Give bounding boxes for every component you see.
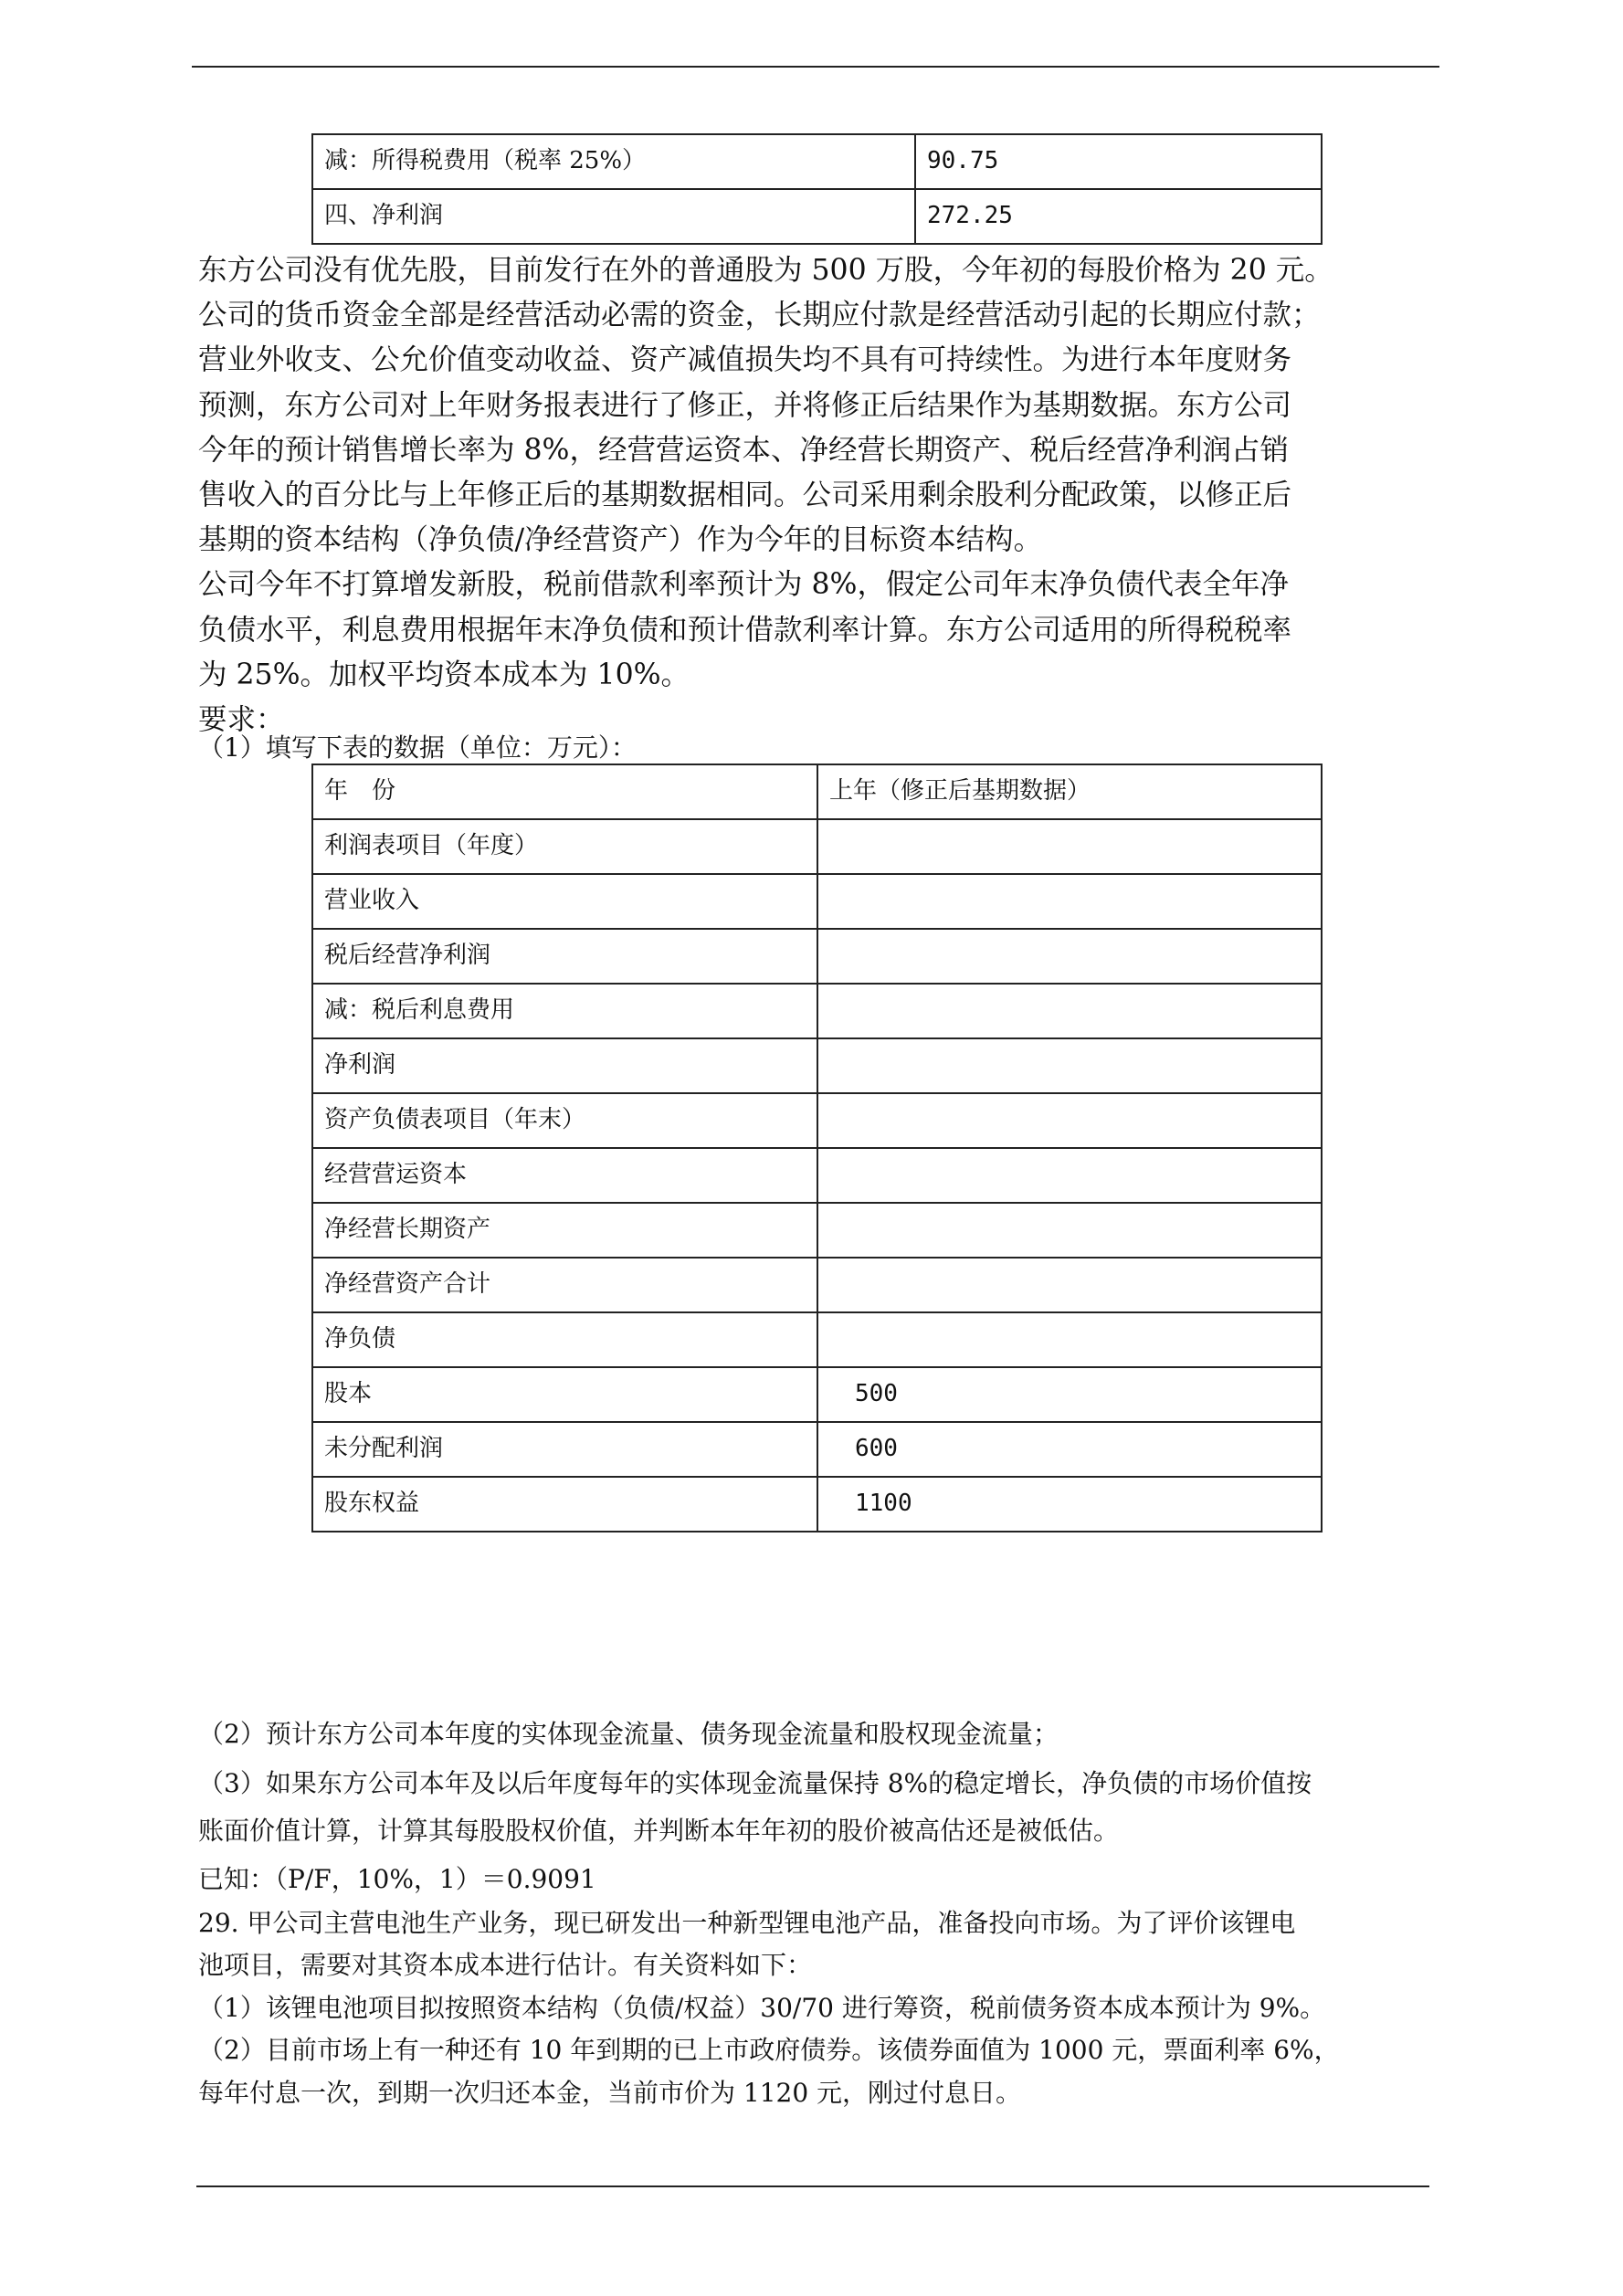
table-cell-label: 股东权益 <box>312 1477 817 1532</box>
table-cell-label: 净经营资产合计 <box>312 1258 817 1312</box>
table-cell-label: 净利润 <box>312 1038 817 1093</box>
table-cell-value: 1100 <box>817 1477 1322 1532</box>
question-1-label: （1）填写下表的数据（单位：万元）： <box>198 732 637 763</box>
table-cell-value <box>817 1203 1322 1258</box>
table-row <box>312 1422 1322 1477</box>
problem-29-line: 29. 甲公司主营电池生产业务，现已研发出一种新型锂电池产品，准备投向市场。为了评价该锂电 <box>198 1908 1296 1938</box>
table-row <box>312 1093 1322 1148</box>
table-row <box>312 819 1322 874</box>
intro-line: 公司的货币资金全部是经营活动必需的资金，长期应付款是经营活动引起的长期应付款； <box>198 299 1321 332</box>
question-3-line: 账面价值计算，计算其每股股权价值，并判断本年年初的股价被高估还是被低估。 <box>198 1816 1120 1846</box>
table-row <box>312 874 1322 929</box>
table-row <box>312 1038 1322 1093</box>
problem-29-line: 池项目，需要对其资本成本进行估计。有关资料如下： <box>198 1950 813 1980</box>
table-row <box>312 1258 1322 1312</box>
table-cell-label: 利润表项目（年度） <box>312 819 817 874</box>
table-cell-value <box>817 1258 1322 1312</box>
problem-29-item-2-line: 每年付息一次，到期一次归还本金，当前市价为 1120 元，刚过付息日。 <box>198 2078 1022 2108</box>
problem-29-item-2-line: （2）目前市场上有一种还有 10 年到期的已上市政府债券。该债券面值为 1000 元，票面利率 6%， <box>198 2035 1340 2065</box>
footer-rule <box>196 2185 1429 2187</box>
table-header-base-period: 上年（修正后基期数据） <box>817 764 1322 819</box>
table-cell-label: 营业收入 <box>312 874 817 929</box>
table-cell-label: 净负债 <box>312 1312 817 1367</box>
table-cell-value <box>817 1148 1322 1203</box>
intro-line: 预测，东方公司对上年财务报表进行了修正，并将修正后结果作为基期数据。东方公司 <box>198 388 1292 422</box>
table-cell-value: 90.75 <box>915 134 1322 189</box>
intro-line: 东方公司没有优先股，目前发行在外的普通股为 500 万股，今年初的每股价格为 20 元。 <box>198 254 1333 287</box>
table-cell-label: 减：税后利息费用 <box>312 984 817 1038</box>
header-rule <box>192 66 1439 68</box>
intro-line: 基期的资本结构（净负债/净经营资产）作为今年的目标资本结构。 <box>198 523 1043 557</box>
table-row <box>312 1148 1322 1203</box>
table-cell-label: 经营营运资本 <box>312 1148 817 1203</box>
problem-29-item-1: （1）该锂电池项目拟按照资本结构（负债/权益）30/70 进行筹资，税前债务资本成本预计为 9%。 <box>198 1993 1326 2023</box>
table-cell-label: 减：所得税费用（税率 25%） <box>312 134 915 189</box>
table-row <box>312 984 1322 1038</box>
table-cell-label: 资产负债表项目（年末） <box>312 1093 817 1148</box>
table-cell-value: 500 <box>817 1367 1322 1422</box>
table-cell-label: 四、净利润 <box>312 189 915 244</box>
table-cell-value <box>817 819 1322 874</box>
income-statement-tail-table <box>311 133 1323 245</box>
table-cell-value: 272.25 <box>915 189 1322 244</box>
table-cell-label: 股本 <box>312 1367 817 1422</box>
question-2: （2）预计东方公司本年度的实体现金流量、债务现金流量和股权现金流量； <box>198 1719 1059 1749</box>
base-period-data-table <box>311 764 1323 1532</box>
table-cell-value: 600 <box>817 1422 1322 1477</box>
intro-line: 负债水平，利息费用根据年末净负债和预计借款利率计算。东方公司适用的所得税税率 <box>198 613 1292 647</box>
table-row <box>312 134 1322 189</box>
known-factor: 已知：（P/F，10%，1）＝0.9091 <box>198 1864 596 1894</box>
intro-line: 要求： <box>198 703 285 737</box>
table-cell-value <box>817 1093 1322 1148</box>
table-row <box>312 189 1322 244</box>
question-3-line: （3）如果东方公司本年及以后年度每年的实体现金流量保持 8%的稳定增长，净负债的市场价值按 <box>198 1768 1312 1798</box>
intro-line: 为 25%。加权平均资本成本为 10%。 <box>198 658 690 691</box>
table-row <box>312 1312 1322 1367</box>
table-row <box>312 1203 1322 1258</box>
table-cell-label: 净经营长期资产 <box>312 1203 817 1258</box>
table-row <box>312 1477 1322 1532</box>
table-row <box>312 929 1322 984</box>
intro-line: 售收入的百分比与上年修正后的基期数据相同。公司采用剩余股利分配政策，以修正后 <box>198 479 1292 512</box>
table-cell-value <box>817 874 1322 929</box>
table-header-row <box>312 764 1322 819</box>
intro-line: 公司今年不打算增发新股，税前借款利率预计为 8%，假定公司年末净负债代表全年净 <box>198 568 1289 602</box>
table-row <box>312 1367 1322 1422</box>
table-cell-label: 未分配利润 <box>312 1422 817 1477</box>
table-cell-value <box>817 984 1322 1038</box>
table-header-year: 年 份 <box>312 764 817 819</box>
intro-line: 营业外收支、公允价值变动收益、资产减值损失均不具有可持续性。为进行本年度财务 <box>198 343 1292 377</box>
table-cell-value <box>817 929 1322 984</box>
intro-line: 今年的预计销售增长率为 8%，经营营运资本、净经营长期资产、税后经营净利润占销 <box>198 433 1289 467</box>
intro-paragraph <box>198 248 1440 743</box>
table-cell-value <box>817 1312 1322 1367</box>
table-cell-label: 税后经营净利润 <box>312 929 817 984</box>
table-cell-value <box>817 1038 1322 1093</box>
